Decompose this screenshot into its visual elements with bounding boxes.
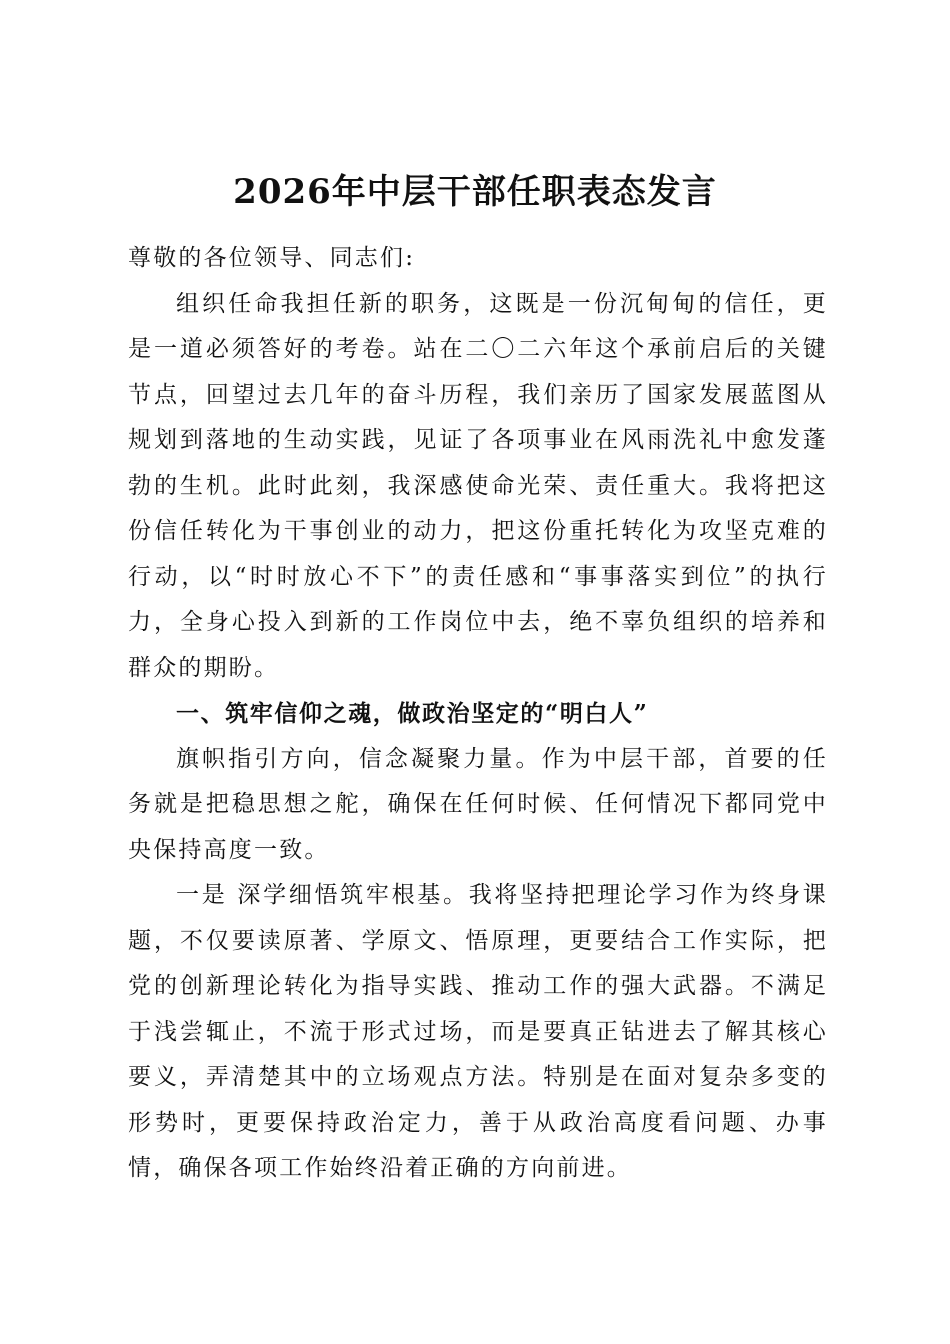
document-title: 2026年中层干部任职表态发言: [233, 172, 717, 212]
document-body: [128, 236, 828, 1192]
subsection-paragraph: 一是 深学细悟筑牢根基。我将坚持把理论学习作为终身课题，不仅要读原著、学原文、悟原理，更要结合工作实际，把党的创新理论转化为指导实践、推动工作的强大武器。不满足于浅尝辄止，不流于形式过场，而是要真正钻进去了解其核心要义，弄清楚其中的立场观点方法。特别是在面对复杂多变的形势时，更要保持政治定力，善于从政治高度看问题、办事情，确保各项工作始终沿着正确的方向前进。: [128, 882, 828, 1181]
section-heading: 一、筑牢信仰之魂，做政治坚定的“明白人”: [176, 700, 649, 727]
opening-paragraph: 组织任命我担任新的职务，这既是一份沉甸甸的信任，更是一道必须答好的考卷。站在二〇二六年这个承前启后的关键节点，回望过去几年的奋斗历程，我们亲历了国家发展蓝图从规划到落地的生动实践，见证了各项事业在风雨洗礼中愈发蓬勃的生机。此时此刻，我深感使命光荣、责任重大。我将把这份信任转化为干事创业的动力，把这份重托转化为攻坚克难的行动，以“时时放心不下”的责任感和“事事落实到位”的执行力，全身心投入到新的工作岗位中去，绝不辜负组织的培养和群众的期盼。: [128, 290, 828, 681]
salutation: 尊敬的各位领导、同志们:: [128, 245, 416, 271]
section-intro-paragraph: 旗帜指引方向，信念凝聚力量。作为中层干部，首要的任务就是把稳思想之舵，确保在任何时候、任何情况下都同党中央保持高度一致。: [128, 745, 828, 863]
